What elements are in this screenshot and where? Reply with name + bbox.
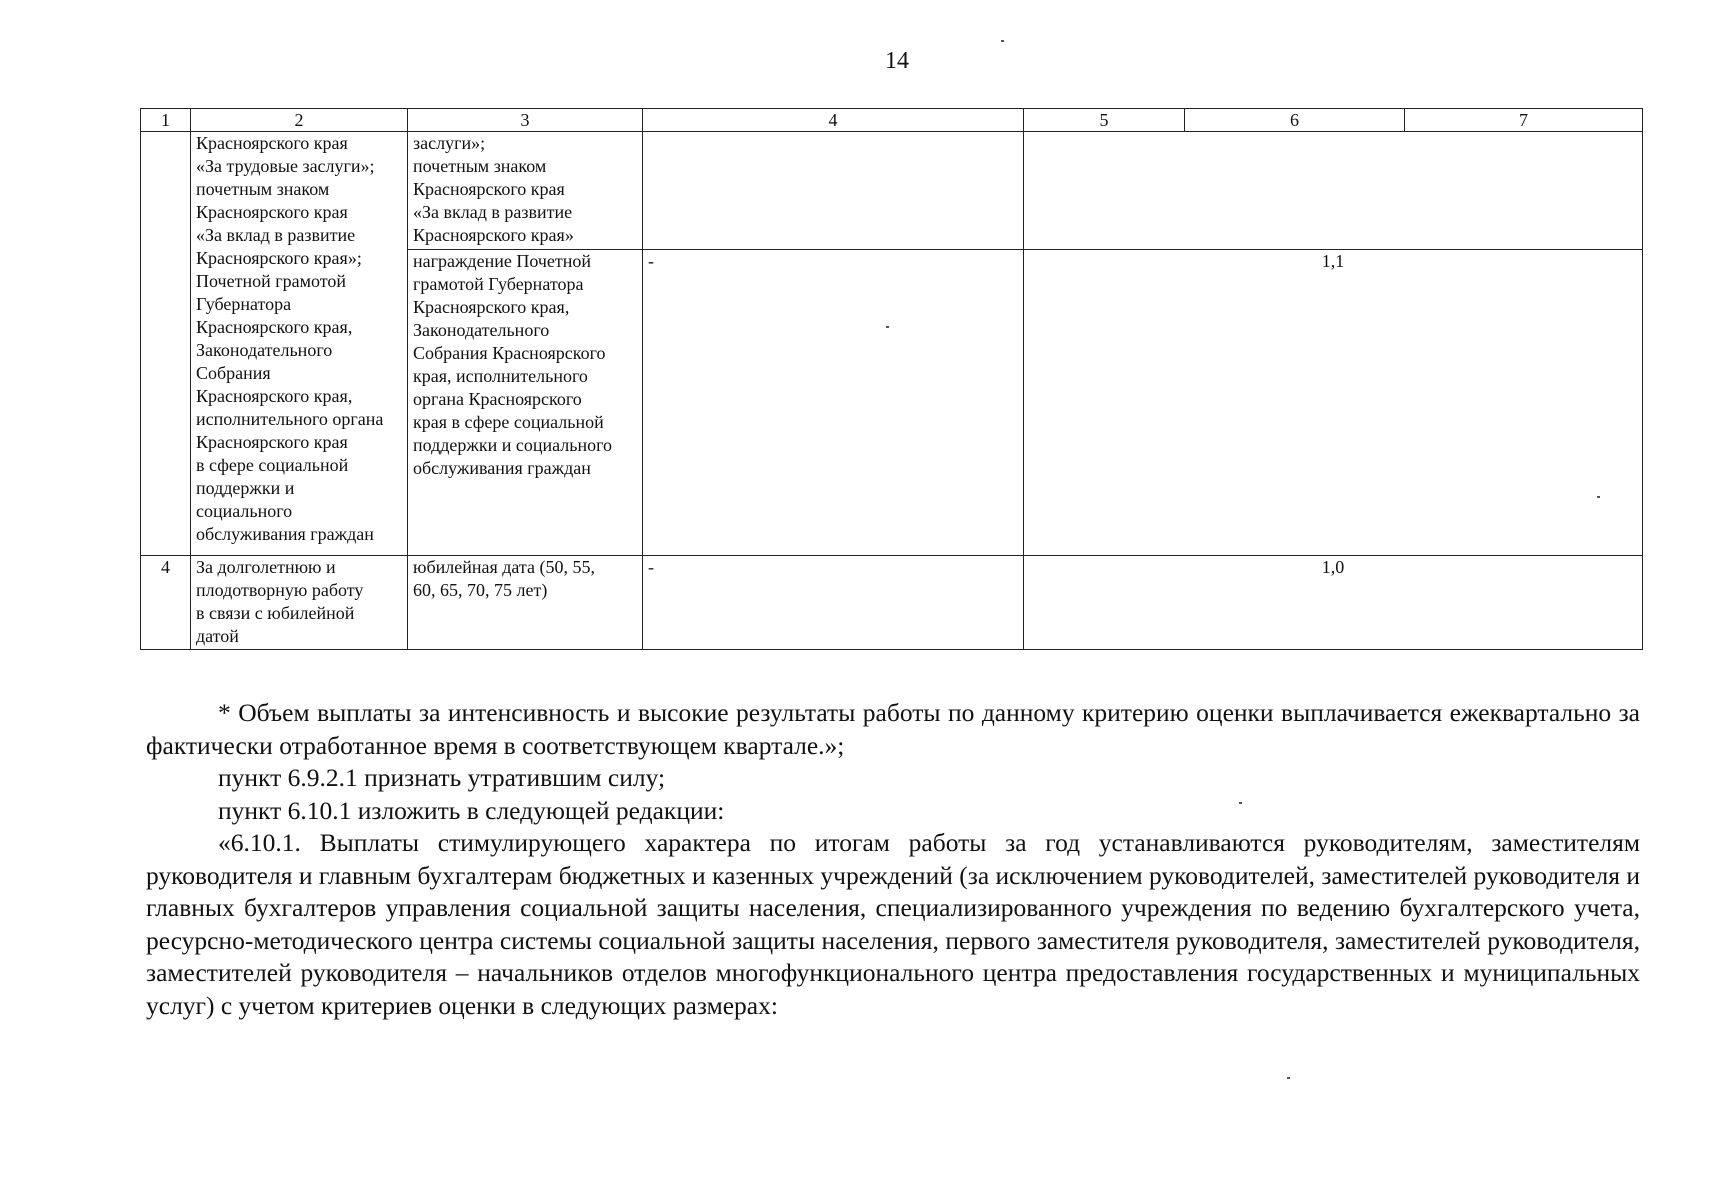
criterion-cell: За долголетнюю и плодотворную работу в связи с юбилейной датой — [191, 556, 408, 650]
column-header: 5 — [1024, 109, 1185, 132]
col4-cell: - — [643, 250, 1024, 556]
value-cell: 1,1 — [1024, 250, 1643, 556]
criteria-table — [140, 108, 1643, 650]
table-header-row — [141, 109, 1643, 132]
body-paragraph: «6.10.1. Выплаты стимулирующего характера по итогам работы за год устанавливаются руководителям, заместителям руководителя и главным бухгалтерам бюджетных и казенных учреждений (за исключением руководителей, заместителей руководителя и главных бухгалтеров управления социальной защиты населения, специализированного учреждения по ведению бухгалтерского учета, ресурсно-методического центра системы социальной защиты населения, первого заместителя руководителя, заместителей руководителя, заместителей руководителя – начальников отделов многофункционального центра предоставления государственных и муниципальных услуг) с учетом критериев оценки в следующих размерах: — [146, 828, 1640, 1020]
footnote-paragraph: * Объем выплаты за интенсивность и высокие результаты работы по данному критерию оценки выплачивается ежеквартально за фактически отработанное время в соответствующем квартале.»; — [146, 698, 1640, 760]
criterion-cell: Красноярского края «За трудовые заслуги»; почетным знаком Красноярского края «За вклад в развитие Красноярского края»; Почетной грамотой Губернатора Красноярского края, Законодательного Собрания Красноярского края, исполнительного органа Красноярского края в сфере социальной поддержки и социального обслуживания граждан — [191, 132, 408, 556]
col4-cell — [643, 132, 1024, 250]
value-cell: 1,0 — [1024, 556, 1643, 650]
column-header: 3 — [408, 109, 643, 132]
column-header: 4 — [643, 109, 1024, 132]
body-paragraph: пункт 6.10.1 изложить в следующей редакции: — [218, 795, 725, 825]
row-number-cell: 4 — [141, 556, 191, 650]
col4-cell: - — [643, 556, 1024, 650]
page-number: 14 — [885, 48, 909, 74]
scan-speck — [1239, 802, 1242, 804]
condition-cell: юбилейная дата (50, 55, 60, 65, 70, 75 лет) — [408, 556, 643, 650]
column-header: 6 — [1185, 109, 1405, 132]
column-header: 1 — [141, 109, 191, 132]
condition-cell: награждение Почетной грамотой Губернатора Красноярского края, Законодательного Собрания Красноярского края, исполнительного органа Красноярского края в сфере социальной поддержки и социального обслуживания граждан — [408, 250, 643, 556]
body-paragraph: пункт 6.9.2.1 признать утратившим силу; — [218, 763, 666, 792]
scan-speck — [1597, 496, 1600, 498]
table-row — [141, 556, 1643, 650]
scan-speck — [886, 326, 889, 328]
column-header: 7 — [1405, 109, 1643, 132]
scan-speck — [1001, 40, 1004, 42]
value-cell — [1024, 132, 1643, 250]
scan-speck — [1287, 1077, 1290, 1079]
column-header: 2 — [191, 109, 408, 132]
table-row — [141, 132, 1643, 250]
body-text — [146, 697, 1640, 1022]
row-number-cell — [141, 132, 191, 556]
condition-cell: заслуги»; почетным знаком Красноярского края «За вклад в развитие Красноярского края» — [408, 132, 643, 250]
